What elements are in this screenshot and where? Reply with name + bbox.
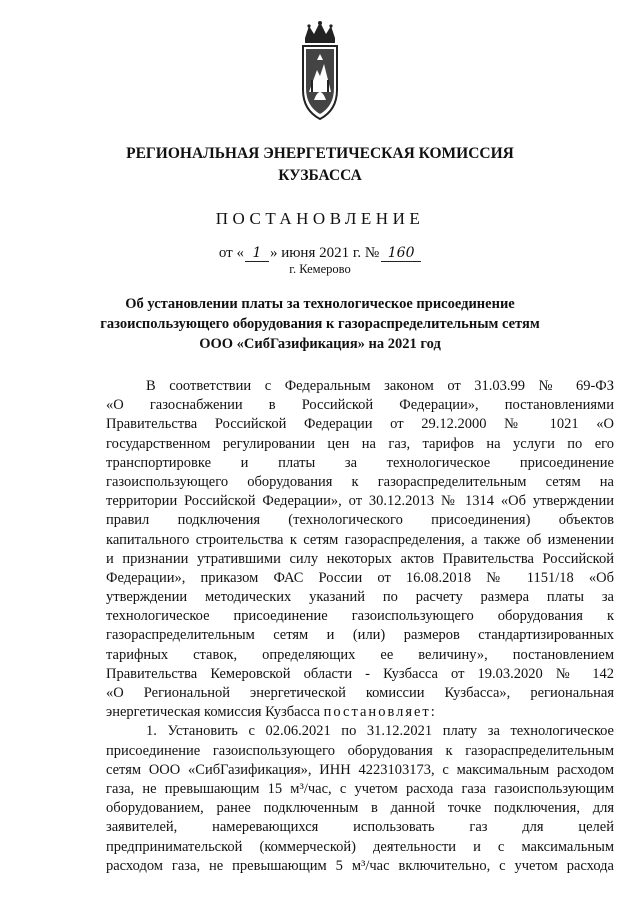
resolves-word: постановляет: bbox=[323, 704, 437, 721]
date-prefix: от « bbox=[218, 245, 244, 261]
document-type: ПОСТАНОВЛЕНИЕ bbox=[215, 209, 425, 228]
body-line: Правительства Кемеровской области - Кузбасса от 19.03.2020 № 142 bbox=[106, 665, 614, 682]
organization-name bbox=[0, 143, 640, 187]
body-line: Правительства Российской Федерации от 29.12.2000 № 1021 «О bbox=[106, 416, 614, 433]
body-line: тарифных ставок, определяющих ее величину», постановлением bbox=[106, 646, 614, 663]
clause-1-line: газа, не превышающим 15 м³/час, с учетом расхода газа газоиспользующим bbox=[106, 780, 614, 797]
body-line: «О газоснабжении в Российской Федерации», постановлениями bbox=[106, 397, 614, 414]
city: г. Кемерово bbox=[289, 262, 351, 276]
body-line: и признании утратившими силу некоторых актов Правительства Российской bbox=[106, 550, 614, 567]
date-day: 1 bbox=[245, 246, 269, 262]
date-number-line bbox=[0, 245, 640, 262]
body-line: В соответствии с Федеральным законом от 31.03.99 № 69-ФЗ bbox=[146, 378, 614, 394]
org-line-2: КУЗБАССА bbox=[278, 167, 362, 184]
kuzbass-coat-of-arms-icon bbox=[297, 20, 343, 122]
body-line: транспортировке и платы за технологическое присоединение bbox=[106, 454, 614, 471]
body-line: Федерации», приказом ФАС России от 16.08.2018 № 1151/18 «Об bbox=[106, 569, 614, 586]
body-line: государственном регулировании цен на газ, тарифов на услуги по его bbox=[106, 435, 614, 452]
clause-1-line: сетям ООО «СибГазификация», ИНН 4223103173, с максимальным расходом bbox=[106, 761, 614, 778]
body-line: газоиспользующего оборудования к газораспределительным сетям на bbox=[106, 473, 614, 490]
body-line: технологическое присоединение газоиспользующего оборудования к bbox=[106, 608, 614, 625]
org-line-1: РЕГИОНАЛЬНАЯ ЭНЕРГЕТИЧЕСКАЯ КОМИССИЯ bbox=[126, 145, 514, 162]
resolves-prefix: энергетическая комиссия Кузбасса bbox=[106, 704, 324, 721]
body-line: правил подключения (технологического присоединения) объектов bbox=[106, 512, 614, 529]
clause-1-line: расходом газа, не превышающим 5 м³/час включительно, с учетом расхода bbox=[106, 857, 614, 874]
subject-line-3: ООО «СибГазификация» на 2021 год bbox=[199, 336, 441, 352]
document-body bbox=[106, 377, 614, 876]
date-suffix: » июня 2021 г. № bbox=[269, 245, 380, 261]
clause-1-line: заявителей, намеревающихся использовать газ для целей bbox=[106, 819, 614, 836]
clause-1-line: присоединение газоиспользующего оборудования к газораспределительным bbox=[106, 742, 614, 759]
subject-line-1: Об установлении платы за технологическое присоединение bbox=[125, 296, 515, 312]
body-line-resolves bbox=[106, 703, 614, 722]
body-line: «О Региональной энергетической комиссии Кузбасса», региональная bbox=[106, 685, 614, 701]
clause-1-line: оборудованием, ранее подключенным в данной точке подключения, для bbox=[106, 800, 614, 817]
body-line: утверждении методических указаний по расчету размера платы за bbox=[106, 589, 614, 606]
body-line: капитального строительства к сетям газораспределения, а также об изменении bbox=[106, 531, 614, 548]
document-subject bbox=[0, 294, 640, 354]
clause-1-line: предпринимательской (коммерческой) деятельности и с максимальным bbox=[106, 838, 614, 855]
body-line: территории Российской Федерации», от 30.12.2013 № 1314 «Об утверждении bbox=[106, 493, 614, 510]
clause-1-line: 1. Установить с 02.06.2021 по 31.12.2021 плату за технологическое bbox=[146, 723, 614, 740]
body-line: газораспределительным сетям и (или) размеров стандартизированных bbox=[106, 627, 614, 644]
document-number: 160 bbox=[381, 246, 421, 262]
subject-line-2: газоиспользующего оборудования к газораспределительным сетям bbox=[100, 316, 540, 332]
